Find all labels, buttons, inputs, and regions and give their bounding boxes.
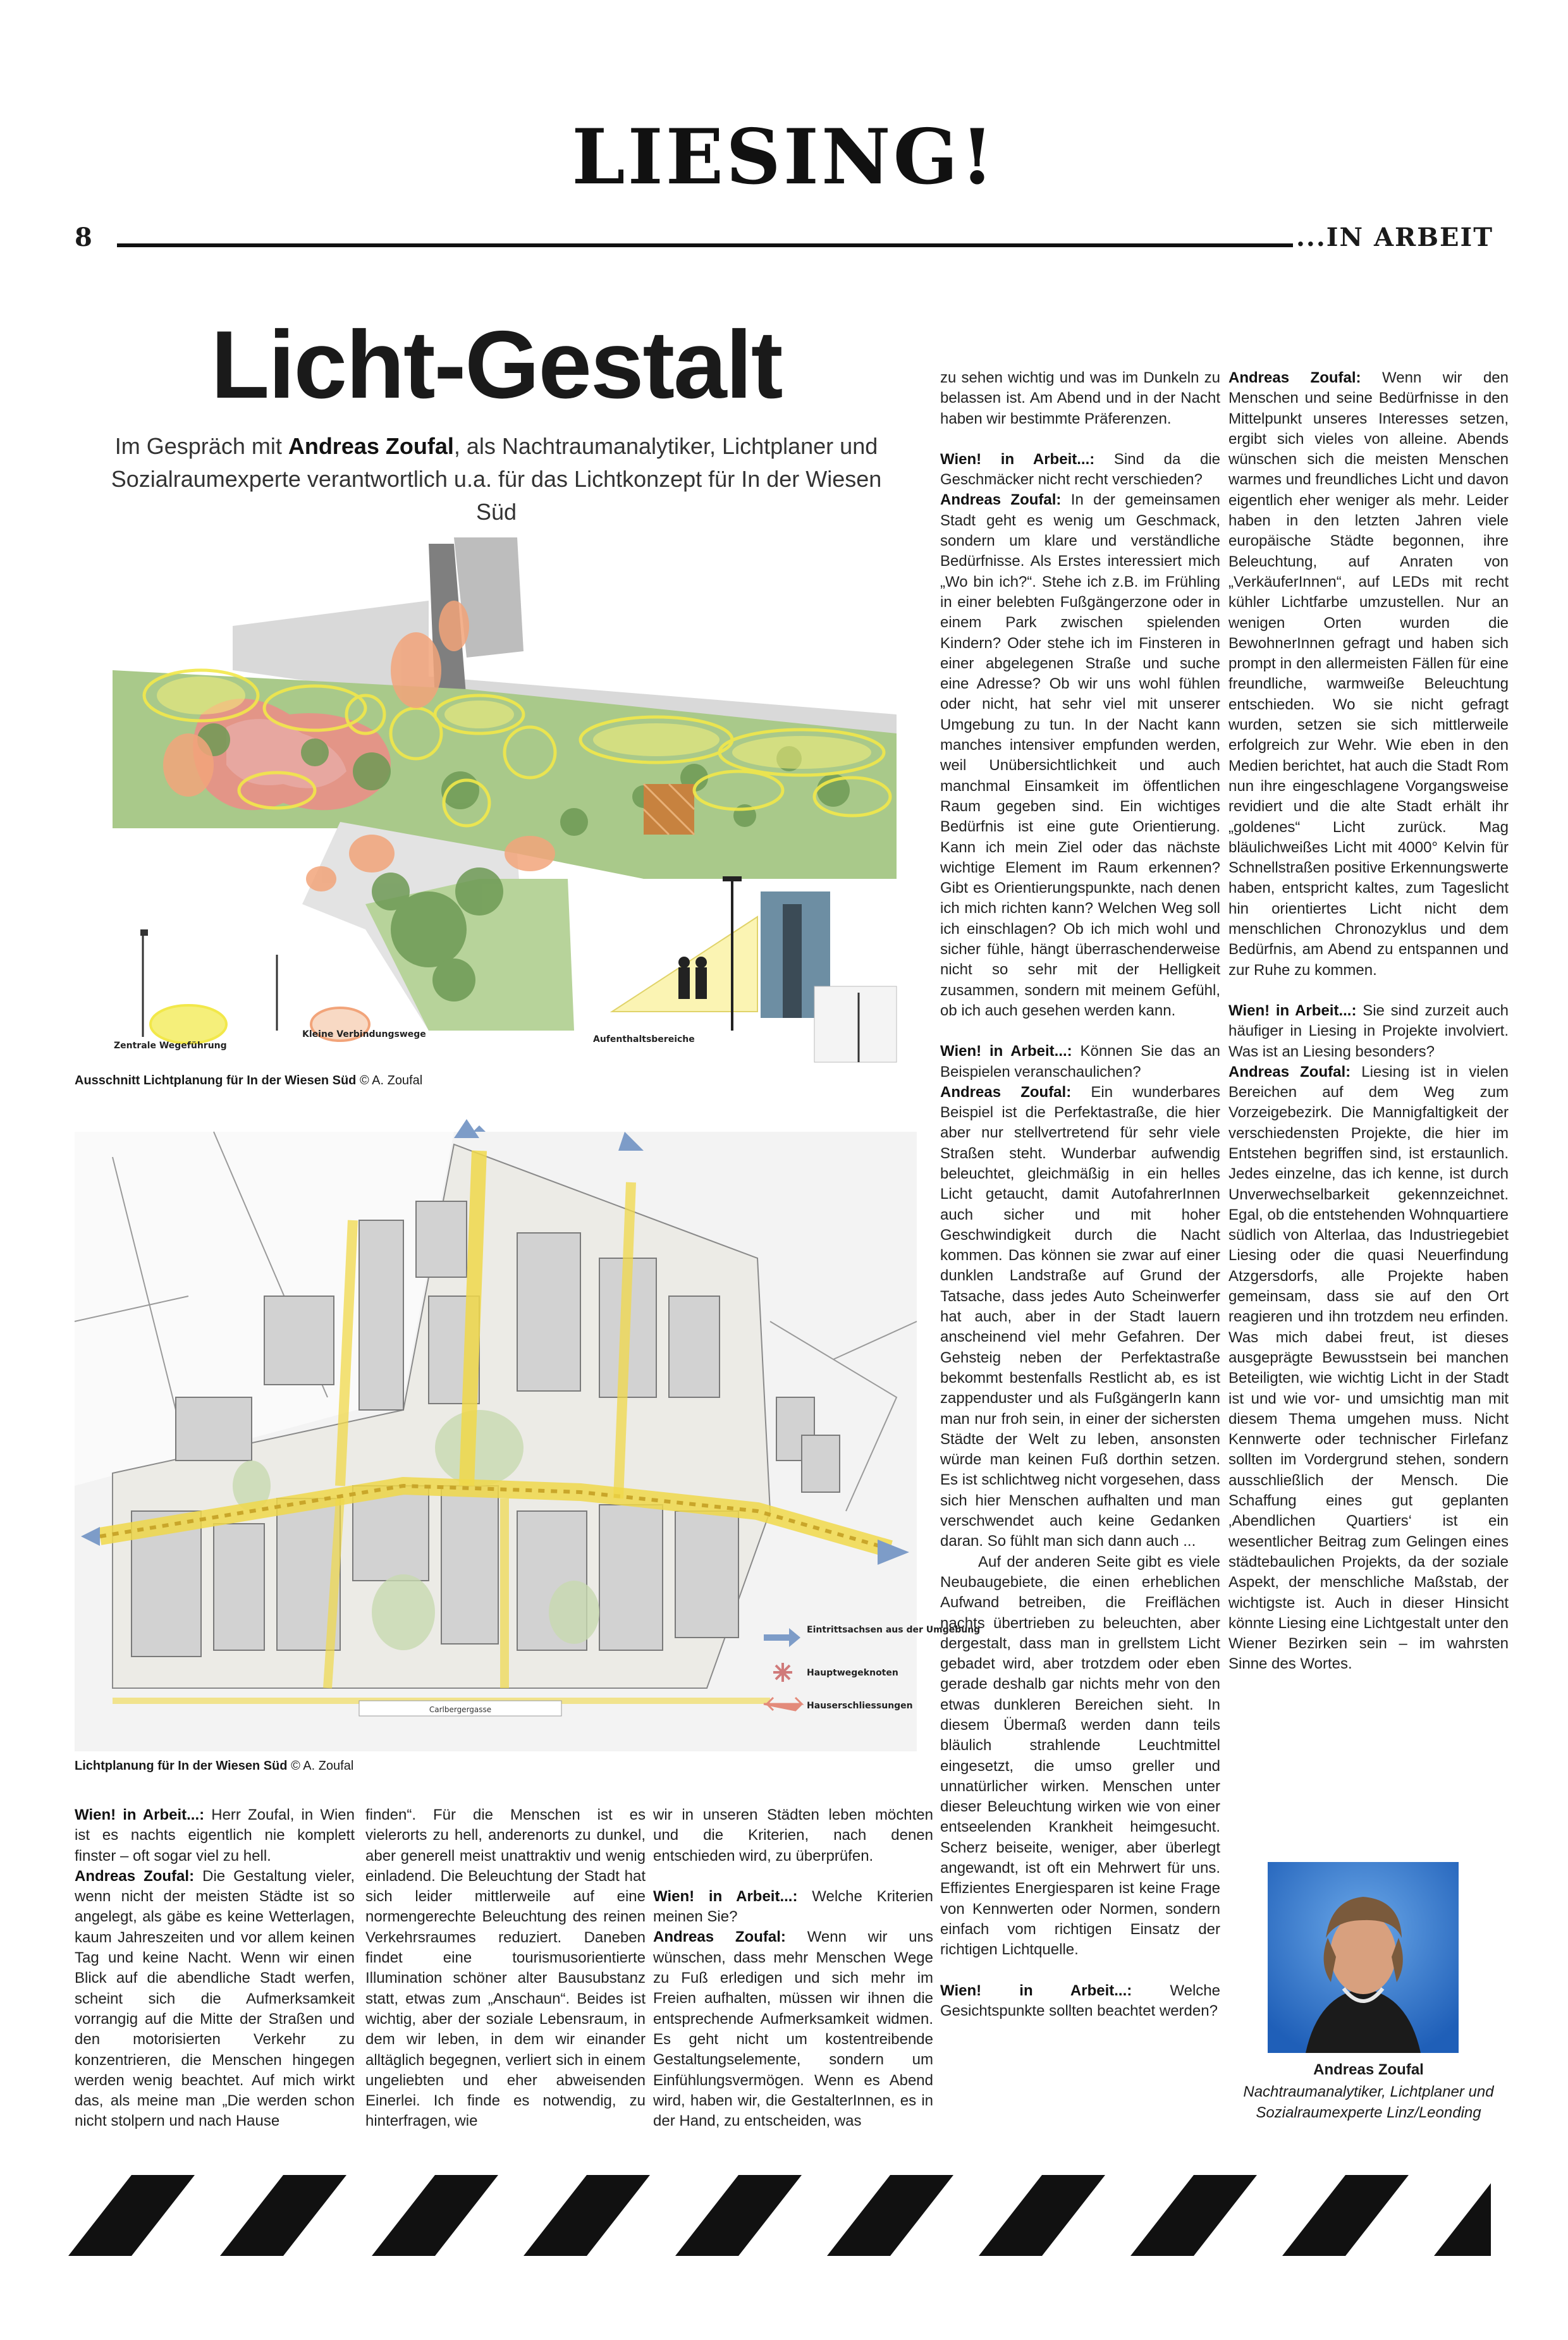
paragraph-text: wir in unseren Städten leben möchten und die Kriterien, nach denen entschieden wird, zu überprüfen. (653, 1806, 933, 1865)
article-paragraph (75, 1866, 355, 2132)
portrait-name: Andreas Zoufal (1313, 2061, 1424, 2078)
paragraph-text: Auf der anderen Seite gibt es viele Neubaugebiete, die einen erheblichen Aufwand betreiben, die Freiflächen nachts übertrieben zu beleuchten, aber dergestalt, dass man in grellstem Licht gebadet wird, aber trotzdem oder eben gerade deshalb gar nichts mehr von den etwas dunkleren Bereichen sieht. In diesem Übermaß werden dann teils bläulich strahlende Leuchtmittel eingesetzt, die umso greller und unnatürlicher wirken. Menschen unter dieser Beleuchtung wirken wie von einer entseelenden Krankheit heimgesucht. Scherz beiseite, weniger, aber überlegt angewandt, ist oft ein Mehrwert für uns. Effizientes Energiesparen ist keine Frage von Kennwerten oder Normen, sondern einfach vom richtigen Einsatz der richtigen Lichtquelle. (940, 1553, 1220, 1959)
header-rule (117, 243, 1293, 247)
legend-label: Zentrale Wegeführung (114, 1041, 227, 1051)
figure1-caption: Ausschnitt Lichtplanung für In der Wiesen Süd © A. Zoufal (75, 1074, 423, 1087)
article-paragraph (653, 1927, 933, 2131)
article-column-4 (940, 368, 1220, 2021)
paragraph-text: Können Sie das an Beispielen veranschaulichen? (940, 1043, 1221, 1081)
speaker-label: Wien! in Arbeit...: (75, 1806, 205, 1823)
masthead-title: LIESING! (572, 113, 996, 202)
speaker-label: Andreas Zoufal: (940, 1083, 1072, 1101)
article-paragraph (365, 1805, 646, 2132)
article-paragraph (940, 490, 1220, 1021)
article-paragraph (940, 1552, 1220, 1961)
article-paragraph (1228, 1001, 1509, 1062)
street-label: Carlbergergasse (429, 1705, 492, 1714)
article-column-3 (653, 1805, 933, 2131)
page-number: 8 (75, 223, 92, 252)
article-paragraph (940, 450, 1220, 491)
lighting-plan-detail-figure (75, 525, 916, 1069)
article-column-5 (1228, 368, 1509, 1675)
article-paragraph (940, 1041, 1220, 1082)
legend-entry: Eintrittsachsen aus der Umgebung (807, 1625, 981, 1635)
paragraph-text: zu sehen wichtig und was im Dunkeln zu belassen ist. Am Abend und in der Nacht haben wir bestimmte Präferenzen. (940, 369, 1220, 427)
speaker-label: Wien! in Arbeit...: (940, 1982, 1132, 1999)
paragraph-text: Wenn wir uns wünschen, dass mehr Menschen Wege zu Fuß erledigen und sich mehr im Freien aufhalten, müssen wir ihnen die entsprechende Aufmerksamkeit widmen. Es geht nicht um kostentreibende Gestaltungselemente, sondern um Einfühlungsvermögen. Wenn es Abend wird, haben wir, die GestalterInnen, es in der Hand, zu entscheiden, was (653, 1928, 933, 2130)
article-paragraph (940, 368, 1220, 429)
legend-label: Kleine Verbindungswege (302, 1029, 426, 1039)
article-paragraph (653, 1805, 933, 1866)
speaker-label: Andreas Zoufal: (1228, 369, 1361, 386)
paragraph-text: finden“. Für die Menschen ist es vielerorts zu hell, anderenorts zu dunkel, aber generell meist unattraktiv und wenig einladend. Die Beleuchtung der Stadt hat sich leider mittlerweile auf eine normengerechte Beleuchtung des reinen Verkehrsraumes reduziert. Daneben findet eine tourismusorientierte Illumination schöner alter Bausubstanz statt, etwas zum „Anschaun“. Beides ist wichtig, aber der soziale Lebensraum, in dem wir leben, in dem wir einander alltäglich begegnen, verliert sich in einem ungeliebten und eher abweisenden Einerlei. Ich finde es notwendig, zu hinterfragen, wie (365, 1806, 646, 2130)
intro-name: Andreas Zoufal (288, 433, 454, 459)
figure2-caption: Lichtplanung für In der Wiesen Süd © A. Zoufal (75, 1759, 354, 1773)
speaker-label: Andreas Zoufal: (1228, 1063, 1351, 1081)
legend-label: Aufenthaltsbereiche (593, 1034, 695, 1044)
article-paragraph (1228, 368, 1509, 981)
article-paragraph (940, 1981, 1220, 2022)
site-lighting-plan-figure (75, 1132, 981, 1751)
paragraph-text: Welche Kriterien meinen Sie? (653, 1887, 934, 1926)
article-column-2 (365, 1805, 646, 2132)
decorative-stripe-band (75, 2175, 1491, 2256)
article-headline: Licht-Gestalt (211, 311, 782, 419)
speaker-label: Wien! in Arbeit...: (940, 1043, 1072, 1060)
paragraph-text: Herr Zoufal, in Wien ist es nachts eigentlich nie komplett finster – oft sogar viel zu hell. (75, 1806, 355, 1865)
legend-entry: Hauptwegeknoten (807, 1668, 898, 1678)
speaker-label: Wien! in Arbeit...: (940, 450, 1095, 468)
paragraph-text: Wenn wir den Menschen und seine Bedürfnisse in den Mittelpunkt unseres Interesses setzen, ergibt sich vieles von alleine. Abends wünschen sich die meisten Menschen warmes und freundliches Licht und davon eigentlich eher weniger als mehr. Leider haben in den letzten Jahren viele europäische Städte begonnen, ihre Beleuchtung, auf Anraten von „VerkäuferInnen“, auf LEDs mit recht kühler Lichtfarbe umzustellen. Nur an wenigen Orten wurden die BewohnerInnen gefragt und haben sich prompt in den allermeisten Fällen für eine freundliche, warmweiße Beleuchtung entschieden. Wo sie nicht gefragt wurden, setzen sie sich mittlerweile erfolgreich zur Wehr. Wie eben in den Medien berichtet, hat auch die Stadt Rom nun ihre eingeschlagene Vorgangsweise revidiert und die alte Stadt erhält ihr „goldenes“ Licht zurück. Mag bläulichweißes Licht mit 4000° Kelvin für Schnellstraßen positive Erkennungswerte haben, entspricht kaltes, zum Tageslicht hin orientiertes Licht nicht dem menschlichen Chronozyklus und dem Bedürfnis, am Abend zu entspannen und zur Ruhe zu kommen. (1228, 369, 1509, 979)
section-label: ...IN ARBEIT (1295, 223, 1493, 252)
paragraph-text: Welche Gesichtspunkte sollten beachtet werden? (940, 1982, 1221, 2019)
speaker-label: Andreas Zoufal: (75, 1867, 195, 1885)
portrait-photo (1268, 1862, 1459, 2053)
article-intro: Im Gespräch mit Andreas Zoufal, als Nachtraumanalytiker, Lichtplaner und Sozialraumexperte verantwortlich u.a. für das Lichtkonzept für In der Wiesen Süd (111, 433, 882, 525)
article-paragraph (75, 1805, 355, 1866)
article-paragraph (940, 1082, 1220, 1552)
legend-entry: Hauserschliessungen (807, 1701, 913, 1711)
paragraph-text: Sie sind zurzeit auch häufiger in Liesing in Projekte involviert. Was ist an Liesing besonders? (1228, 1002, 1509, 1060)
speaker-label: Andreas Zoufal: (653, 1928, 786, 1946)
article-paragraph (653, 1887, 933, 1928)
paragraph-text: Die Gestaltung vieler, wenn nicht der meisten Städte ist so angelegt, als gäbe es keine Wetterlagen, kaum Jahreszeiten und vor allem keinen Tag und keine Nacht. Wenn wir einen Blick auf die abendliche Stadt werfen, scheint sich die Aufmerksamkeit vorrangig auf die Mitte der Straßen und den motorisierten Verkehr zu konzentrieren, die Menschen hingegen werden wenig beachtet. Auf mich wirkt das, als meine man „Die werden schon nicht stolpern und nach Hause (75, 1867, 355, 2130)
speaker-label: Wien! in Arbeit...: (653, 1887, 798, 1905)
article-paragraph (1228, 1062, 1509, 1675)
article-column-1 (75, 1805, 355, 2132)
paragraph-text: Liesing ist in vielen Bereichen auf dem Weg zum Vorzeigebezirk. Die Mannigfaltigkeit der verschiedensten Projekte, die hier im Entstehen begriffen sind, ist erstaunlich. Jedes einzelne, das ich kenne, ist durch Unverwechselbarkeit gekennzeichnet. Egal, ob die entstehenden Wohnquartiere südlich von Alterlaa, das Industriegebiet Liesing oder die quasi Neuerfindung Atzgersdorfs, alle Projekte haben gemeinsam, dass sie auf den Ort reagieren und ihn trotzdem neu erfinden. Was mich dabei freut, ist dieses ausgeprägte Bewusstsein bei manchen Beteiligten, wie wichtig Licht in der Stadt ist und wie vor- und umsichtig man mit diesem Thema umgehen muss. Nicht Kennwerte oder technischer Firlefanz sollten im Vordergrund stehen, sondern ausschließlich der Mensch. Die Schaffung eines gut geplanten ‚Abendlichen Quartiers‘ ist ein wesentlicher Beitrag zum Gelingen eines städtebaulichen Projekts, da der soziale Aspekt, der menschliche Maßstab, der wichtigste ist. Auch in dieser Hinsicht könnte Liesing eine Lichtgestalt unter den Wiener Bezirken sein – im wahrsten Sinne des Wortes. (1228, 1063, 1509, 1673)
paragraph-text: In der gemeinsamen Stadt geht es wenig um Geschmack, sondern um klare und verständliche Bedürfnisse. Als Erstes interessiert mich „Wo bin ich?“. Stehe ich z.B. im Frühling in einer belebten Fußgängerzone oder in einem Park zwischen spielenden Kindern? Oder stehe ich im Finsteren in einer abgelegenen Straße und suche eine Adresse? Ob wir uns wohl fühlen oder nicht, hat sehr viel mit unserer Umgebung zu tun. In der Nacht kann manches intensiver empfunden werden, weil Unübersichtlichkeit und auch manchmal Einsamkeit im öffentlichen Raum gegeben sind. Ein wichtiges Bedürfnis ist eine gute Orientierung. Kann ich mein Ziel oder das nächste wichtige Element im Raum erkennen? Gibt es Orientierungspunkte, nach denen ich mich richten kann? Welchen Weg soll ich einschlagen? Ob ich mich wohl und sicher fühle, hängt überraschenderweise nicht so sehr mit der Helligkeit zusammen, sondern mit meinem Gefühl, ob ich auch gesehen werden kann. (940, 491, 1220, 1019)
speaker-label: Wien! in Arbeit...: (1228, 1002, 1357, 1019)
portrait-role: Nachtraumanalytiker, Lichtplaner und Sozialraumexperte Linz/Leonding (1243, 2083, 1494, 2121)
paragraph-text: Ein wunderbares Beispiel ist die Perfektastraße, die hier aber nur stellvertretend für sehr viele Straßen steht. Wunderbar aufwendig beleuchtet, gleichmäßig in ein helles Licht getaucht, damit AutofahrerInnen auch sicher und mit hoher Geschwindigkeit durch die Nacht kommen. Das können sie zwar auf einer dunklen Landstraße auf Grund der Tatsache, dass jedes Auto Scheinwerfer hat auch, aber in der Stadt lauern anscheinend viel mehr Gefahren. Der Gehsteig neben der Perfektastraße bekommt bestenfalls Restlicht ab, es ist zappenduster und als FußgängerIn kann man nur froh sein, in einer der sichersten Städte der Welt zu leben, ansonsten würde man keinen Fuß dorthin setzen. Es ist schlichtweg nicht vorgesehen, dass sich hier Menschen aufhalten und man verschwendet auch keine Gedanken daran. So fühlt man sich dann auch ... (940, 1083, 1220, 1550)
speaker-label: Andreas Zoufal: (940, 491, 1062, 509)
paragraph-text: Sind da die Geschmäcker nicht recht verschieden? (940, 450, 1221, 489)
